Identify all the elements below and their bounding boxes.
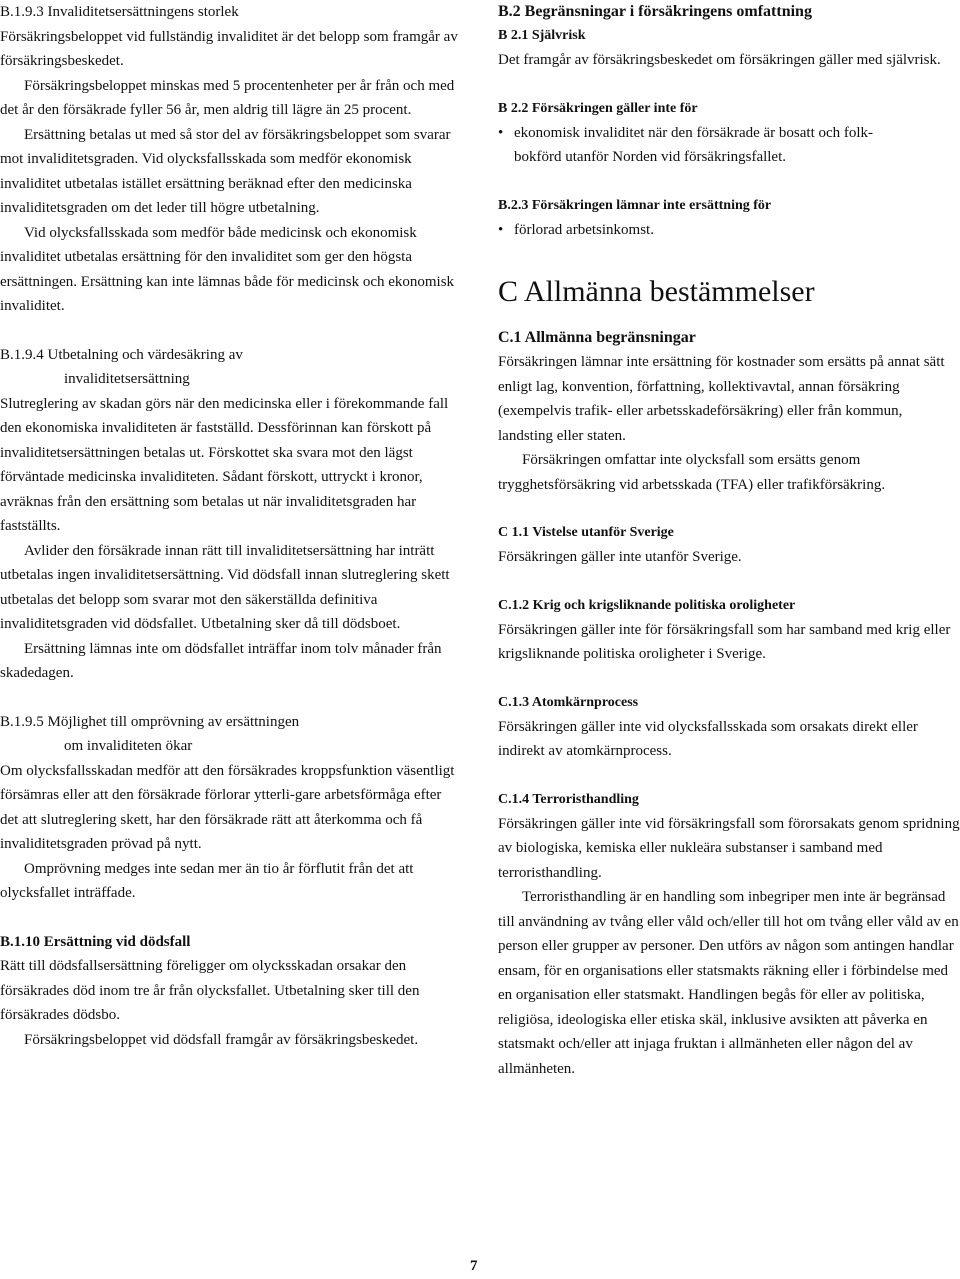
section-heading-b110: B.1.10 Ersättning vid dödsfall xyxy=(0,933,191,950)
section-heading-b194: B.1.9.4 Utbetalning och värdesäkring av xyxy=(0,346,243,363)
section-heading-b195-cont: om invaliditeten ökar xyxy=(64,738,193,754)
page-number: 7 xyxy=(470,1258,478,1274)
paragraph: Försäkringen omfattar inte olycksfall som ersätts genom trygghetsförsäkring vid arbetsskada (TFA) eller trafikförsäkring. xyxy=(498,452,886,493)
section-heading-c12: C.1.2 Krig och krigsliknande politiska oroligheter xyxy=(498,597,796,613)
section-heading-b193: B.1.9.3 Invaliditetsersättningens storlek xyxy=(0,4,239,20)
right-column xyxy=(498,0,960,1081)
paragraph: Försäkringsbeloppet vid dödsfall framgår av försäkringsbeskedet. xyxy=(24,1031,419,1048)
section-heading-b23: B.2.3 Försäkringen lämnar inte ersättning för xyxy=(498,197,772,213)
bullet-icon: • xyxy=(498,124,504,141)
list-item: • förlorad arbetsinkomst. xyxy=(498,218,960,243)
section-heading-b21: B 2.1 Självrisk xyxy=(498,28,586,43)
section-heading-c1: C.1 Allmänna begränsningar xyxy=(498,329,696,346)
paragraph: Vid olycksfallsskada som medför både medicinsk och ekonomisk invaliditet utbetalas ersättning för den invaliditet som ger den högsta ersättningen. Ersättning kan inte lämnas både för medicinsk och ekonomisk invaliditet. xyxy=(0,224,455,314)
paragraph: Försäkringsbeloppet minskas med 5 procentenheter per år från och med det år den försäkrade fyller 56 år, men aldrig till lägre än 25 procent. xyxy=(0,77,455,118)
paragraph: Terroristhandling är en handling som inbegriper men inte är begränsad till användning av tvång eller våld och/eller till hot om tvång eller våld av en person eller grupper av personer. Den utförs av någon som antingen handlar ensam, för en organisations eller statsmakts räkning eller i förbindelse med en organisation eller statsmakt. Handlingen begås för eller av politiska, religiösa, ideologiska eller etiska skäl, inklusive avsikten att påverka en statsmakt och/eller att injaga fruktan i allmänheten eller någon del av allmänheten. xyxy=(498,889,959,1077)
paragraph: Rätt till dödsfallsersättning föreligger om olycksskadan orsakar den försäkrades död inom tre år från olycksfallet. Utbetalning sker till den försäkrades dödsbo. xyxy=(0,958,420,1023)
paragraph: Om olycksfallsskadan medför att den försäkrades kroppsfunktion väsentligt försämras eller att den försäkrade förlorar ytterli-gare arbetsförmåga efter det att slutreglering skett, har den försäkrade rätt att återkomma och få invaliditetsgraden prövad på nytt. xyxy=(0,762,455,852)
paragraph: Försäkringen gäller inte för försäkringsfall som har samband med krig eller krigsliknande politiska oroligheter i Sverige. xyxy=(498,621,951,662)
paragraph: Försäkringen gäller inte vid försäkringsfall som förorsakats genom spridning av biologiska, kemiska eller nukleära substanser i samband med terroristhandling. xyxy=(498,815,960,881)
list-item: • ekonomisk invaliditet när den försäkrade är bosatt och folk- bokförd utanför Norden vid försäkringsfallet. xyxy=(498,121,960,170)
section-heading-b194-cont: invaliditetsersättning xyxy=(64,371,190,387)
paragraph: Försäkringsbeloppet vid fullständig invaliditet är det belopp som framgår av försäkringsbeskedet. xyxy=(0,28,458,69)
paragraph: Försäkringen lämnar inte ersättning för kostnader som ersätts på annat sätt enligt lag, konvention, författning, kollektivavtal, annan försäkring (exempelvis trafik- eller arbetsskadeförsäkring) eller från kommun, landsting eller staten. xyxy=(498,354,945,444)
paragraph: Omprövning medges inte sedan mer än tio år förflutit från det att olycksfallet inträffade. xyxy=(0,860,414,901)
section-heading-c14: C.1.4 Terroristhandling xyxy=(498,791,639,807)
paragraph: Försäkringen gäller inte utanför Sverige. xyxy=(498,549,742,565)
section-heading-c13: C.1.3 Atomkärnprocess xyxy=(498,694,639,710)
section-heading-b22: B 2.2 Försäkringen gäller inte för xyxy=(498,100,698,116)
chapter-heading-c: C Allmänna bestämmelser xyxy=(498,275,815,308)
bullet-icon: • xyxy=(498,221,504,238)
paragraph: Avlider den försäkrade innan rätt till invaliditetsersättning har inträtt utbetalas ingen invaliditetsersättning. Vid dödsfall innan slutreglering skett utbetalas det belopp som svarar mot den säkerställda definitiva invaliditetsgraden vid dödsfallet. Utbetalning sker då till dödsboet. xyxy=(0,542,450,632)
paragraph: Det framgår av försäkringsbeskedet om försäkringen gäller med självrisk. xyxy=(498,52,941,68)
left-column xyxy=(0,0,462,1052)
section-heading-b195: B.1.9.5 Möjlighet till omprövning av ersättningen xyxy=(0,713,300,730)
paragraph: Försäkringen gäller inte vid olycksfallsskada som orsakats direkt eller indirekt av atomkärnprocess. xyxy=(498,718,918,759)
section-heading-b2: B.2 Begränsningar i försäkringens omfattning xyxy=(498,3,812,20)
paragraph: Ersättning lämnas inte om dödsfallet inträffar inom tolv månader från skadedagen. xyxy=(0,640,442,681)
section-heading-c11: C 1.1 Vistelse utanför Sverige xyxy=(498,525,674,540)
paragraph: Slutreglering av skadan görs när den medicinska eller i förekommande fall den ekonomiska invaliditeten är fastställd. Dessförinnan kan förskott på invaliditetsersättningen betalas ut. Förskottet ska svara mot den lägst förväntade medicinska invaliditeten. Sådant förskott, uttryckt i kronor, avräknas från den ersättning som betalas ut när invaliditetsgraden har fastställts. xyxy=(0,395,449,534)
paragraph: Ersättning betalas ut med så stor del av försäkringsbeloppet som svarar mot invaliditetsgraden. Vid olycksfallsskada som medför ekonomisk invaliditet utbetalas istället ersättning beräknad efter den medicinska invaliditetsgraden om det leder till högre utbetalning. xyxy=(0,126,451,216)
